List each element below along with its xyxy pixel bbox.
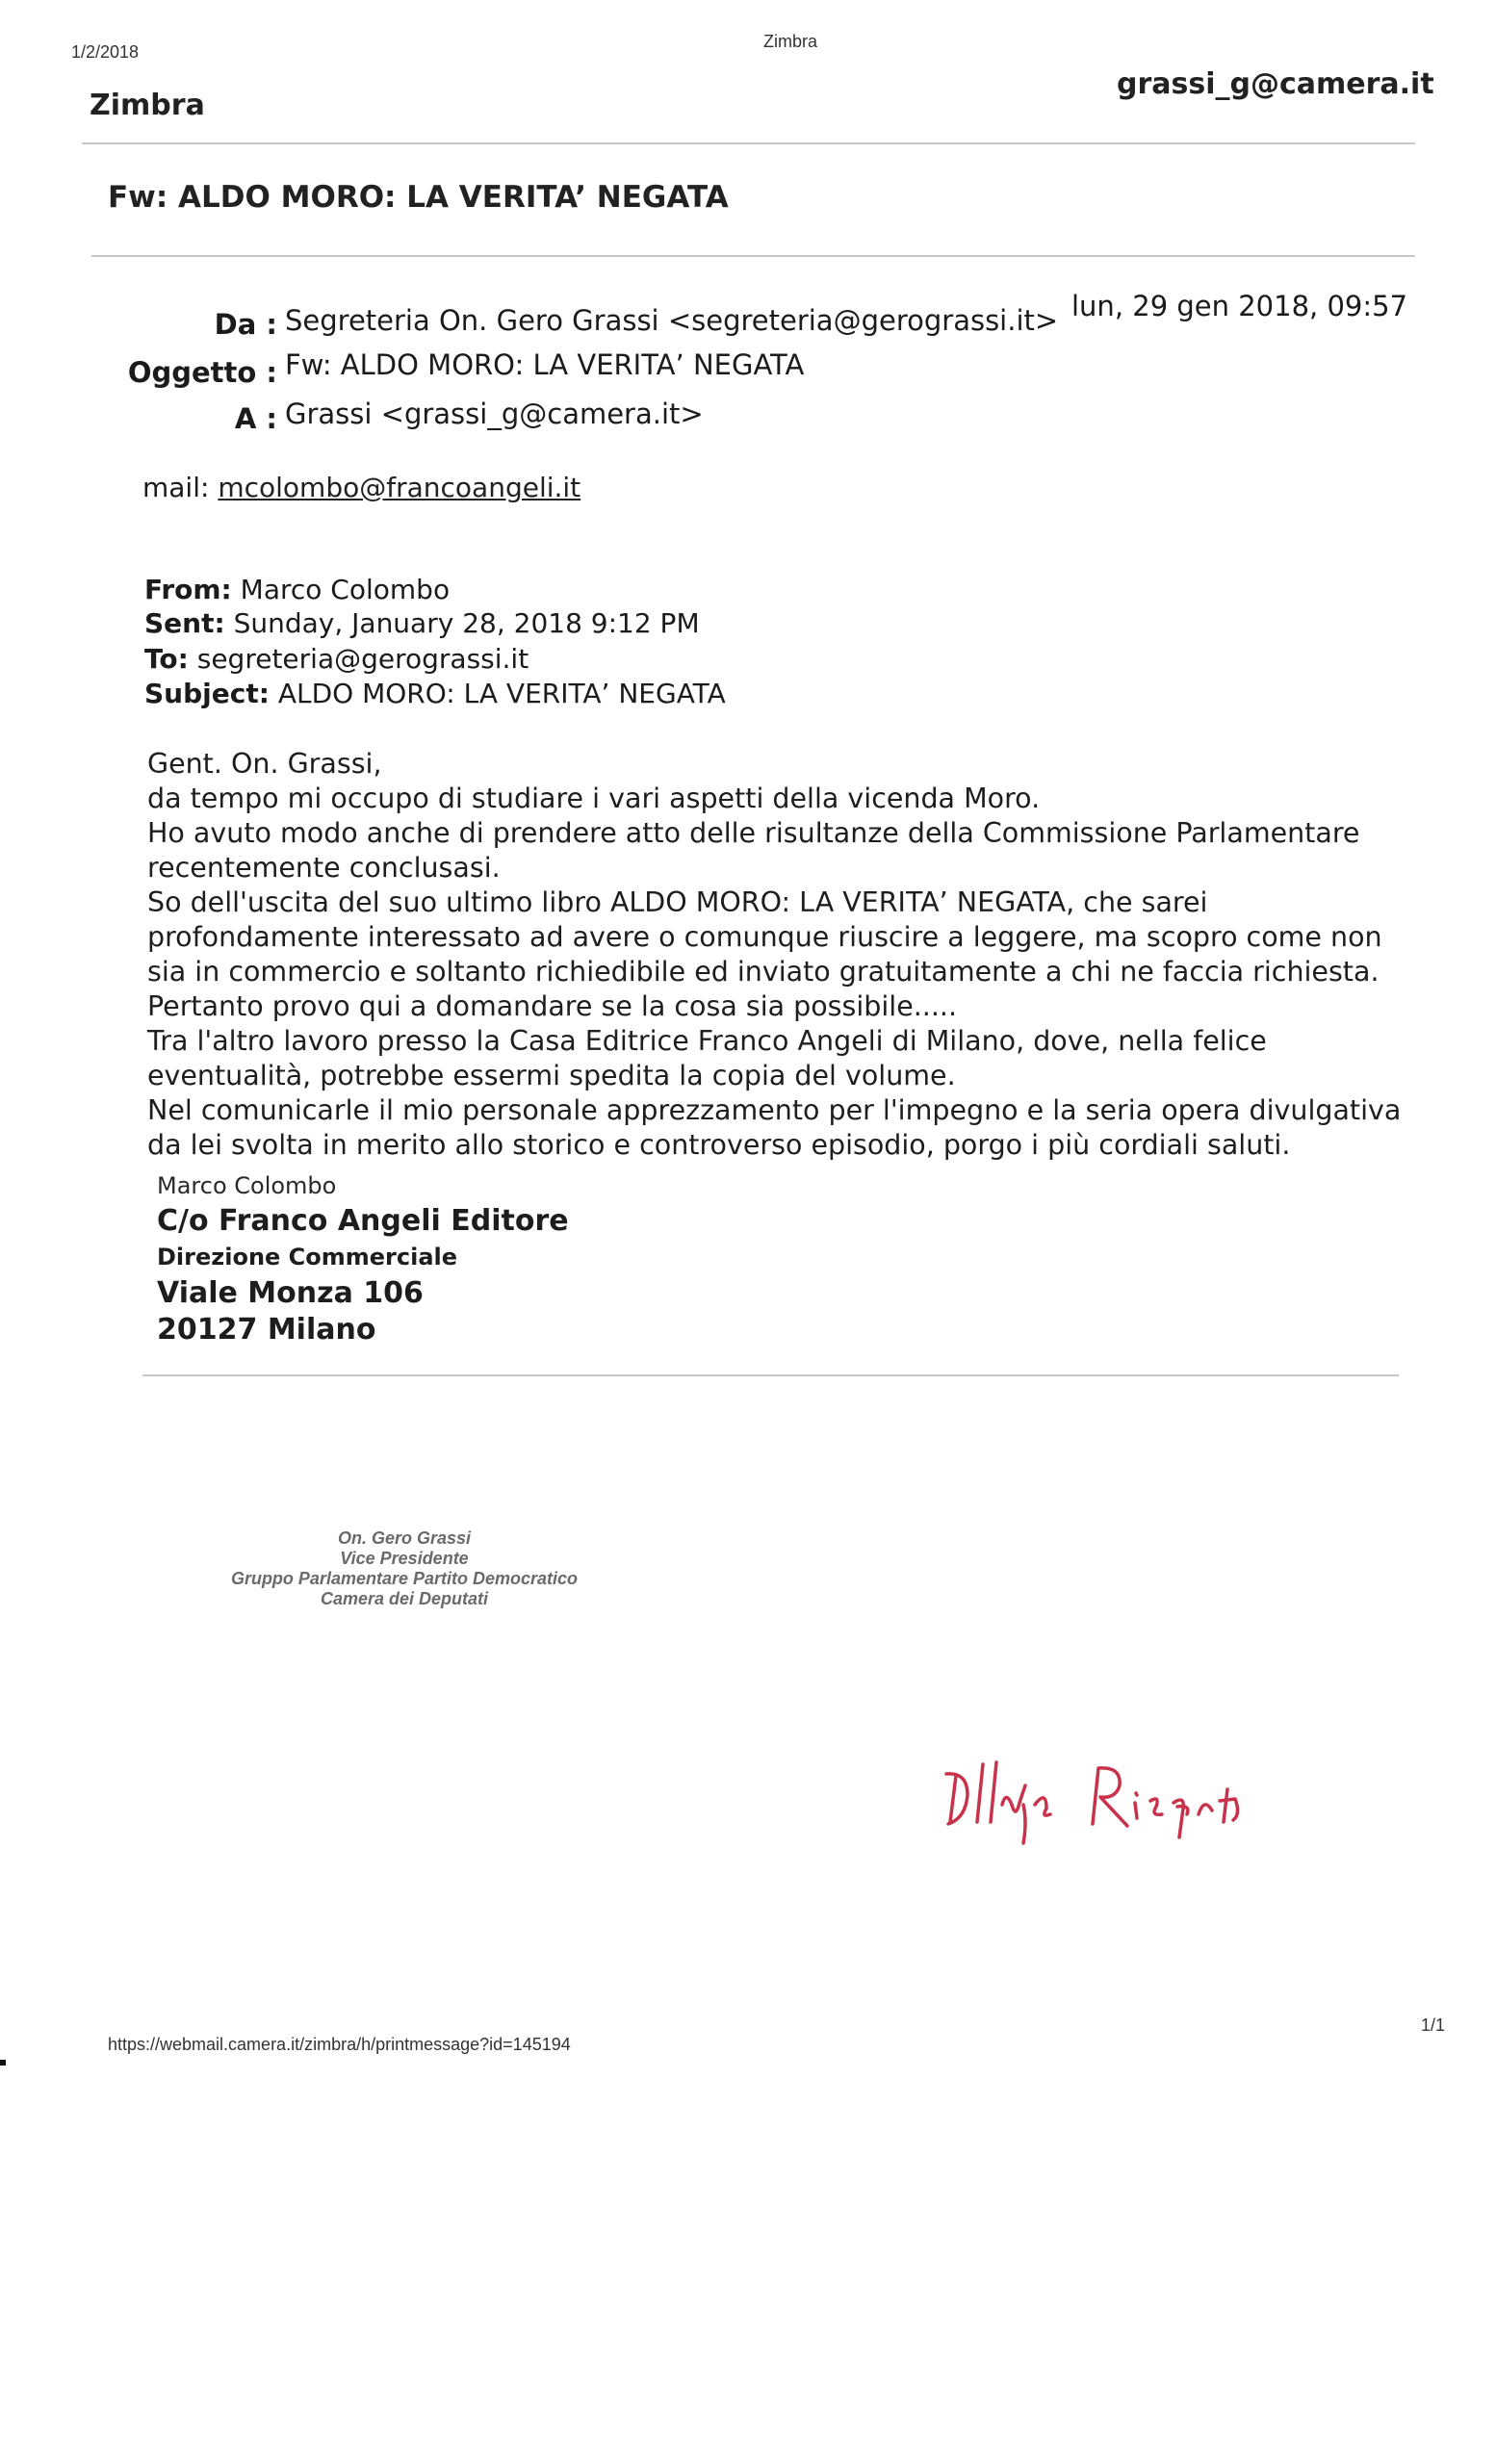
signature-department: Direzione Commerciale bbox=[157, 1244, 458, 1270]
body-line: Ho avuto modo anche di prendere atto delle risultanze della Commissione Parlamentare bbox=[147, 817, 1360, 849]
brand-name: Zimbra bbox=[90, 89, 205, 122]
fwd-to-value: segreteria@gerograssi.it bbox=[196, 643, 529, 675]
signature-street: Viale Monza 106 bbox=[157, 1276, 424, 1310]
fwd-from-label: From: bbox=[144, 574, 232, 605]
stamp-line: On. Gero Grassi bbox=[337, 1528, 472, 1548]
subject-value: Fw: ALDO MORO: LA VERITA’ NEGATA bbox=[285, 348, 805, 381]
body-line: Tra l'altro lavoro presso la Casa Editrice Franco Angeli di Milano, dove, nella felice bbox=[147, 1025, 1267, 1057]
to-label: A : bbox=[234, 402, 277, 435]
subject-divider bbox=[91, 255, 1415, 257]
body-line: sia in commercio e soltanto richiedibile ed inviato gratuitamente a chi ne faccia richiesta. bbox=[147, 956, 1380, 988]
page-number: 1/1 bbox=[1421, 2015, 1446, 2035]
body-line: profondamente interessato ad avere o comunque riuscire a leggere, ma scopro come non bbox=[147, 921, 1382, 953]
fwd-subject-label: Subject: bbox=[144, 678, 270, 709]
fwd-subject-value: ALDO MORO: LA VERITA’ NEGATA bbox=[277, 678, 726, 709]
message-date: lun, 29 gen 2018, 09:57 bbox=[1071, 290, 1408, 322]
scan-edge-mark bbox=[0, 2060, 6, 2066]
subject-label: Oggetto : bbox=[127, 356, 277, 389]
stamp-line: Camera dei Deputati bbox=[320, 1589, 489, 1608]
print-app-name: Zimbra bbox=[763, 32, 818, 51]
fwd-to-label: To: bbox=[144, 643, 189, 675]
handwritten-annotation bbox=[939, 1747, 1247, 1853]
print-date: 1/2/2018 bbox=[71, 42, 140, 62]
body-line: da lei svolta in merito allo storico e controverso episodio, porgo i più cordiali saluti. bbox=[147, 1129, 1291, 1161]
fwd-from-value: Marco Colombo bbox=[240, 574, 451, 605]
account-email: grassi_g@camera.it bbox=[1117, 67, 1434, 101]
mail-link[interactable]: mcolombo@francoangeli.it bbox=[218, 472, 581, 503]
print-url: https://webmail.camera.it/zimbra/h/printmessage?id=145194 bbox=[108, 2035, 571, 2054]
signature-name: Marco Colombo bbox=[157, 1172, 337, 1199]
signature-company: C/o Franco Angeli Editore bbox=[157, 1204, 569, 1238]
body-line: recentemente conclusasi. bbox=[147, 852, 501, 884]
to-value: Grassi <grassi_g@camera.it> bbox=[285, 398, 704, 430]
fwd-subject bbox=[144, 678, 726, 709]
from-value: Segreteria On. Gero Grassi <segreteria@gerograssi.it> bbox=[285, 304, 1059, 337]
office-stamp bbox=[202, 1528, 606, 1609]
mail-label: mail: bbox=[142, 472, 210, 503]
fwd-sent bbox=[144, 607, 700, 639]
from-label: Da : bbox=[214, 308, 277, 341]
stamp-line: Gruppo Parlamentare Partito Democratico bbox=[230, 1569, 579, 1588]
body-line: da tempo mi occupo di studiare i vari aspetti della vicenda Moro. bbox=[147, 783, 1041, 814]
fwd-from bbox=[144, 574, 450, 605]
body-line: eventualità, potrebbe essermi spedita la copia del volume. bbox=[147, 1060, 956, 1091]
header-divider bbox=[82, 142, 1415, 144]
stamp-line: Vice Presidente bbox=[340, 1549, 469, 1568]
body-line: Nel comunicarle il mio personale apprezzamento per l'impegno e la seria opera divulgativa bbox=[147, 1094, 1402, 1126]
message-body bbox=[147, 747, 1401, 1163]
body-divider bbox=[142, 1374, 1399, 1376]
mail-line bbox=[142, 472, 580, 503]
body-line: Pertanto provo qui a domandare se la cosa sia possibile..... bbox=[147, 990, 958, 1022]
body-line: So dell'uscita del suo ultimo libro ALDO MORO: LA VERITA’ NEGATA, che sarei bbox=[147, 886, 1208, 918]
signature-city: 20127 Milano bbox=[157, 1313, 376, 1347]
fwd-to bbox=[144, 643, 529, 675]
message-subject: Fw: ALDO MORO: LA VERITA’ NEGATA bbox=[108, 180, 729, 215]
fwd-sent-value: Sunday, January 28, 2018 9:12 PM bbox=[233, 607, 700, 639]
body-line: Gent. On. Grassi, bbox=[147, 748, 382, 780]
fwd-sent-label: Sent: bbox=[144, 607, 225, 639]
